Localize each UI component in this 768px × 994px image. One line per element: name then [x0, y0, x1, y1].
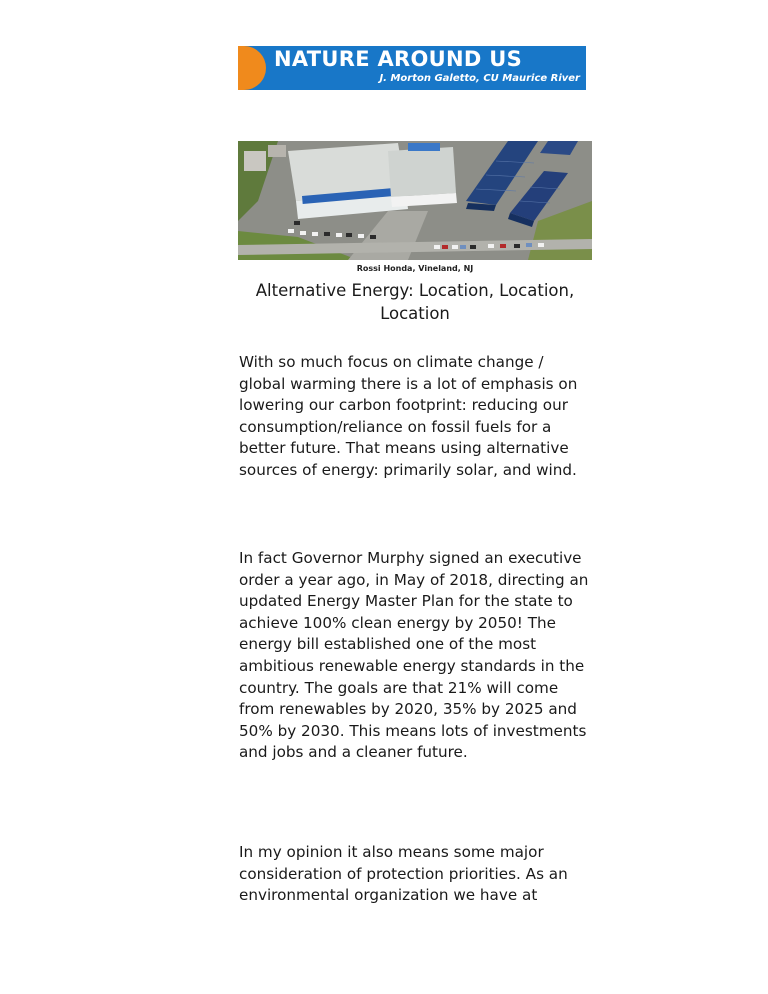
- banner-title: NATURE AROUND US: [274, 47, 523, 71]
- solar-canopy-illustration: [238, 141, 592, 260]
- banner-orange-crescent: [238, 46, 266, 90]
- article-paragraph: With so much focus on climate change / global warming there is a lot of emphasis on lowering our carbon footprint: reducing our consumption/reliance on fossil fuels for a better future. That means using alternative sources of energy: primarily solar, and wind.: [239, 353, 578, 479]
- aerial-photo: [238, 141, 592, 260]
- photo-caption: Rossi Honda, Vineland, NJ: [356, 264, 474, 273]
- article-paragraph: In my opinion it also means some major consideration of protection priorities. As an environmental organization we have at: [239, 843, 568, 905]
- article-headline: Alternative Energy: Location, Location, Location: [255, 281, 575, 323]
- masthead-banner: [238, 46, 586, 90]
- banner-subtitle: J. Morton Galetto, CU Maurice River: [379, 73, 580, 84]
- article-paragraph: In fact Governor Murphy signed an executive order a year ago, in May of 2018, directing an updated Energy Master Plan for the state to achieve 100% clean energy by 2050! The energy bill established one of the most ambitious renewable energy standards in the country. The goals are that 21% will come from renewables by 2020, 35% by 2025 and 50% by 2030. This means lots of investments and jobs and a cleaner future.: [239, 549, 589, 762]
